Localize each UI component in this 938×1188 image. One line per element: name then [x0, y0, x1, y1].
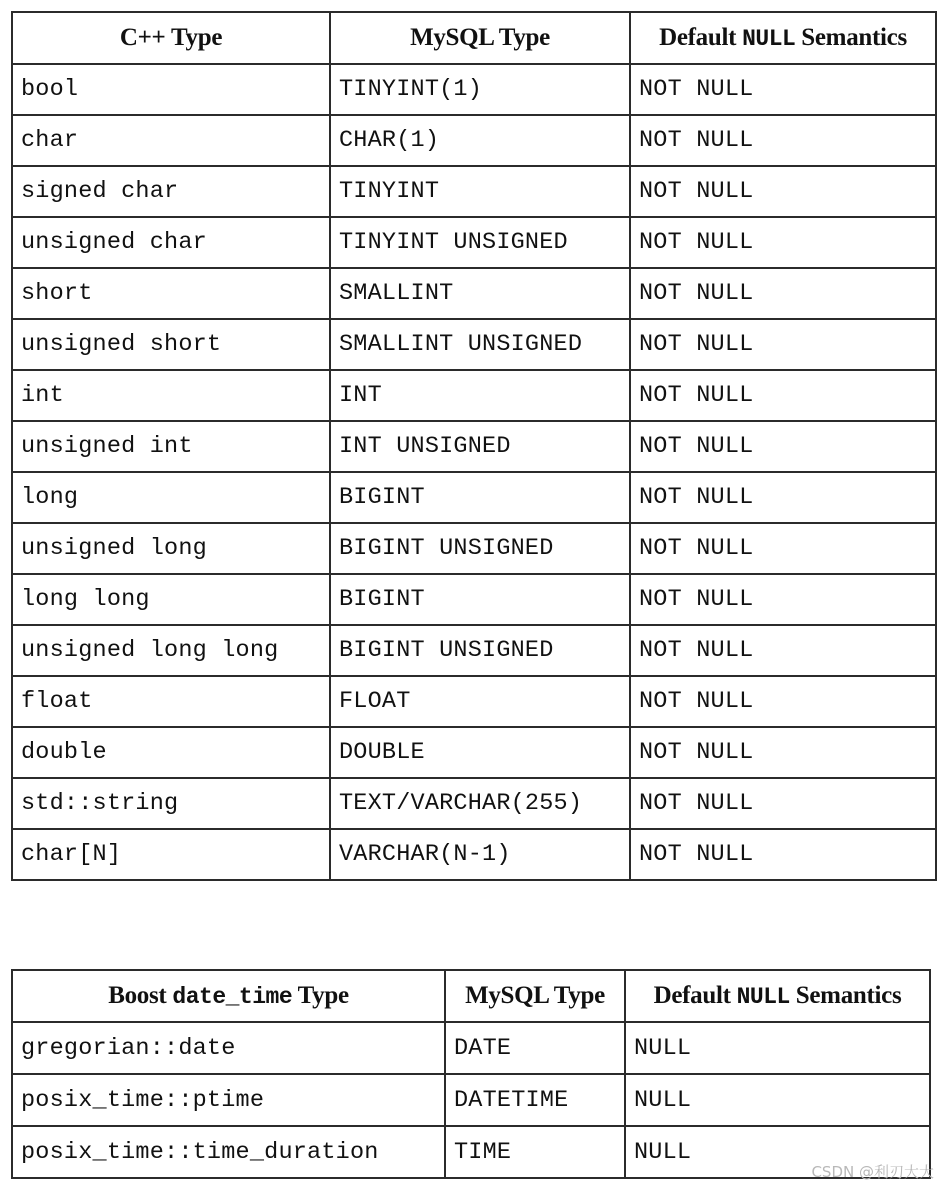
cell-mysql: DATE	[445, 1022, 625, 1074]
table-row	[12, 829, 936, 880]
table-row	[12, 166, 936, 217]
table-row	[12, 523, 936, 574]
table-row	[12, 472, 936, 523]
cell-null: NOT NULL	[630, 472, 936, 523]
cell-null: NOT NULL	[630, 64, 936, 115]
header-text-code: NULL	[736, 984, 790, 1010]
table-row	[12, 268, 936, 319]
cell-cpp: short	[12, 268, 330, 319]
cpp-table-body	[12, 64, 936, 880]
cell-cpp: char[N]	[12, 829, 330, 880]
cell-cpp: signed char	[12, 166, 330, 217]
table-row	[12, 115, 936, 166]
table-row	[12, 370, 936, 421]
cpp-mysql-type-table	[11, 11, 937, 881]
cell-null: NOT NULL	[630, 166, 936, 217]
table-row	[12, 574, 936, 625]
table-row	[12, 676, 936, 727]
cell-null: NOT NULL	[630, 625, 936, 676]
table-row	[12, 1022, 930, 1074]
table-row	[12, 64, 936, 115]
header-text-code: date_time	[172, 984, 293, 1010]
header-text-suffix: Type	[292, 982, 349, 1009]
header-cpp-type: C++ Type	[12, 12, 330, 64]
cell-boost: posix_time::ptime	[12, 1074, 445, 1126]
boost-mysql-type-table	[11, 969, 931, 1179]
cell-null: NOT NULL	[630, 319, 936, 370]
cell-null: NOT NULL	[630, 829, 936, 880]
cell-cpp: long	[12, 472, 330, 523]
cell-mysql: INT UNSIGNED	[330, 421, 630, 472]
header-text-code: NULL	[742, 26, 796, 52]
table-row	[12, 727, 936, 778]
cell-mysql: TINYINT(1)	[330, 64, 630, 115]
cell-cpp: unsigned long	[12, 523, 330, 574]
header-text-suffix: Semantics	[789, 982, 902, 1009]
cell-null: NOT NULL	[630, 778, 936, 829]
cell-cpp: unsigned char	[12, 217, 330, 268]
cell-null: NULL	[625, 1022, 930, 1074]
cell-mysql: TINYINT	[330, 166, 630, 217]
cell-mysql: BIGINT	[330, 472, 630, 523]
cell-cpp: float	[12, 676, 330, 727]
table-row	[12, 1126, 930, 1178]
table-header-row	[12, 970, 930, 1022]
cell-mysql: VARCHAR(N-1)	[330, 829, 630, 880]
header-text-suffix: Semantics	[795, 24, 907, 51]
cell-mysql: SMALLINT	[330, 268, 630, 319]
cell-null: NOT NULL	[630, 268, 936, 319]
cell-null: NOT NULL	[630, 523, 936, 574]
cell-mysql: SMALLINT UNSIGNED	[330, 319, 630, 370]
cell-cpp: long long	[12, 574, 330, 625]
cell-mysql: TINYINT UNSIGNED	[330, 217, 630, 268]
table-header-row	[12, 12, 936, 64]
cell-cpp: unsigned short	[12, 319, 330, 370]
cell-cpp: unsigned long long	[12, 625, 330, 676]
header-mysql-type: MySQL Type	[330, 12, 630, 64]
cell-null: NULL	[625, 1126, 930, 1178]
cell-mysql: BIGINT UNSIGNED	[330, 625, 630, 676]
cell-mysql: TEXT/VARCHAR(255)	[330, 778, 630, 829]
table-row	[12, 319, 936, 370]
cell-mysql: FLOAT	[330, 676, 630, 727]
table-row	[12, 778, 936, 829]
header-text-prefix: Default	[659, 24, 743, 51]
cell-cpp: double	[12, 727, 330, 778]
cell-mysql: DATETIME	[445, 1074, 625, 1126]
cell-mysql: TIME	[445, 1126, 625, 1178]
header-text-prefix: Default	[653, 982, 737, 1009]
cell-null: NOT NULL	[630, 574, 936, 625]
header-text-prefix: Boost	[108, 982, 173, 1009]
cell-mysql: BIGINT UNSIGNED	[330, 523, 630, 574]
cell-boost: gregorian::date	[12, 1022, 445, 1074]
cell-cpp: bool	[12, 64, 330, 115]
cell-cpp: char	[12, 115, 330, 166]
cell-mysql: CHAR(1)	[330, 115, 630, 166]
header-default-null-semantics	[630, 12, 936, 64]
table-row	[12, 421, 936, 472]
table-row	[12, 1074, 930, 1126]
table-row	[12, 217, 936, 268]
cell-null: NOT NULL	[630, 727, 936, 778]
cell-null: NOT NULL	[630, 370, 936, 421]
boost-table-body	[12, 1022, 930, 1178]
cell-cpp: unsigned int	[12, 421, 330, 472]
cell-mysql: INT	[330, 370, 630, 421]
cell-mysql: BIGINT	[330, 574, 630, 625]
csdn-watermark: CSDN @利刃大大	[811, 1163, 934, 1181]
header-default-null-semantics	[625, 970, 930, 1022]
cell-mysql: DOUBLE	[330, 727, 630, 778]
cell-null: NOT NULL	[630, 676, 936, 727]
header-boost-date-time-type	[12, 970, 445, 1022]
cell-boost: posix_time::time_duration	[12, 1126, 445, 1178]
cell-cpp: std::string	[12, 778, 330, 829]
table-row	[12, 625, 936, 676]
header-mysql-type: MySQL Type	[445, 970, 625, 1022]
cell-null: NOT NULL	[630, 421, 936, 472]
cell-null: NULL	[625, 1074, 930, 1126]
cell-cpp: int	[12, 370, 330, 421]
cell-null: NOT NULL	[630, 217, 936, 268]
cell-null: NOT NULL	[630, 115, 936, 166]
